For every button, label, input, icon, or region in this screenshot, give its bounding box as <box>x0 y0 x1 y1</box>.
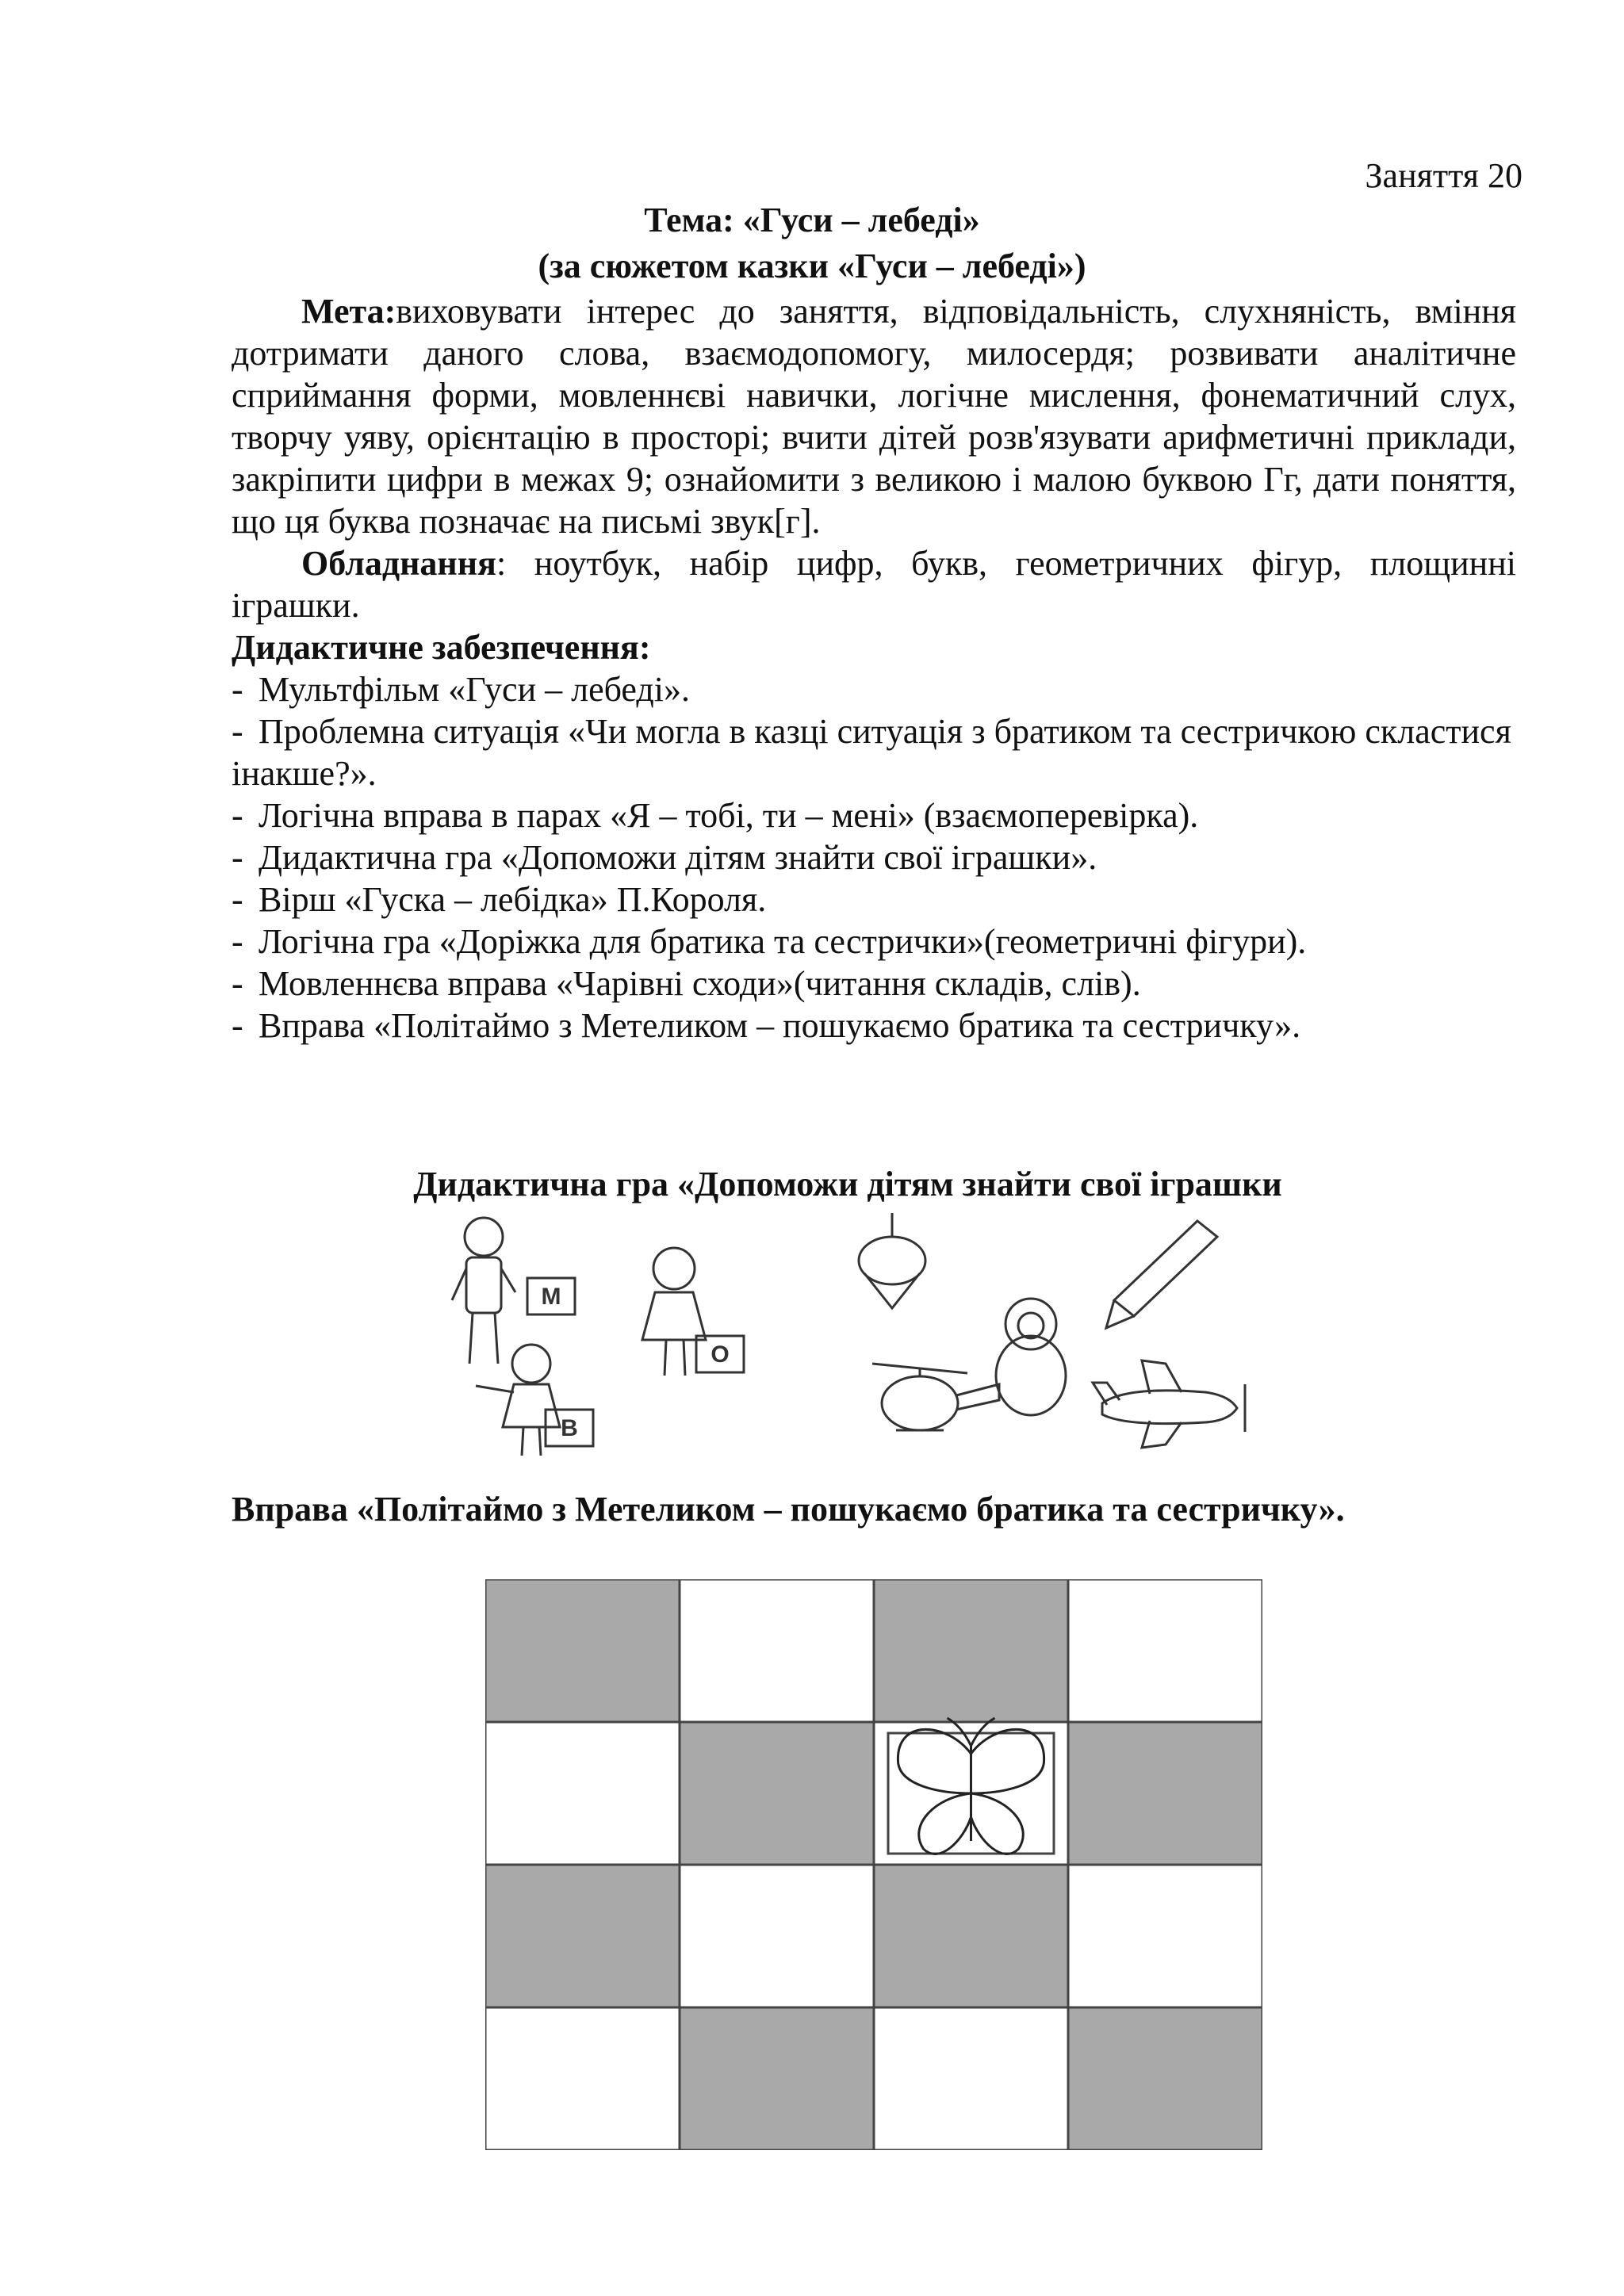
list-item: - Мовленнєва вправа «Чарівні сходи»(читання складів, слів). <box>232 964 1141 1003</box>
boy-figure <box>452 1218 515 1364</box>
list-item: - Дидактична гра «Допоможи дітям знайти свої іграшки». <box>232 838 1097 877</box>
list-item: - Вірш «Гуска – лебідка» П.Короля. <box>232 880 767 919</box>
grid-cell <box>874 1865 1068 2007</box>
game-heading: Дидактична гра «Допоможи дітям знайти свої іграшки <box>413 1165 1282 1203</box>
pencil-icon <box>1106 1221 1217 1328</box>
list-item: - Проблемна ситуація «Чи могла в казці ситуація з братиком та сестричкою скластися інакше?». <box>232 712 1511 793</box>
toys-illustration <box>444 1205 1316 1459</box>
didactic-list <box>232 668 1516 1047</box>
airplane-icon <box>1093 1360 1245 1448</box>
matryoshka-icon <box>996 1299 1066 1415</box>
exercise-heading: Вправа «Політаймо з Метеликом – пошукаємо братика та сестричку». <box>232 1490 1345 1529</box>
svg-text:В: В <box>561 1415 578 1441</box>
didactic-label: Дидактичне забезпечення: <box>232 628 651 667</box>
spinning-top-icon <box>859 1213 925 1308</box>
goal-paragraph <box>232 290 1516 542</box>
list-item: - Логічна вправа в парах «Я – тобі, ти – мені» (взаємоперевірка). <box>232 796 1199 835</box>
list-item: - Мультфільм «Гуси – лебеді». <box>232 670 690 709</box>
goal-text: виховувати інтерес до заняття, відповідальність, слухняність, вміння дотримати даного слова, взаємодопомогу, милосердя; розвивати аналітичне сприймання форми, мовленнєві навички, логічне мислення, фонематичний слух, творчу уяву, орієнтацію в просторі; вчити дітей розв'язувати арифметичні приклади, закріпити цифри в межах 9; ознайомити з великою і малою буквою Гг, дати поняття, що ця буква позначає на письмі звук[г]. <box>232 292 1516 541</box>
equipment-label: Обладнання <box>301 544 496 583</box>
equipment-paragraph <box>232 542 1516 626</box>
grid-cell <box>1068 1579 1262 1722</box>
letter-card <box>696 1336 744 1372</box>
letter-card <box>527 1278 575 1314</box>
helicopter-icon <box>872 1364 999 1430</box>
grid-cell <box>1068 1865 1262 2007</box>
svg-text:О: О <box>710 1341 730 1368</box>
grid-cell <box>485 1865 680 2007</box>
lesson-subtitle: (за сюжетом казки «Гуси – лебеді») <box>538 247 1086 285</box>
lesson-body <box>232 290 1516 1047</box>
lesson-number: Заняття 20 <box>1365 156 1522 195</box>
list-item: - Вправа «Політаймо з Метеликом – пошукаємо братика та сестричку». <box>232 1006 1301 1045</box>
girl-figure <box>476 1345 560 1456</box>
grid-cell <box>680 1579 874 1722</box>
grid-cell <box>874 1579 1068 1722</box>
grid-cell <box>680 1722 874 1865</box>
equipment-text: : ноутбук, набір цифр, букв, геометричних фігур, площинні іграшки. <box>232 544 1516 625</box>
svg-text:М: М <box>541 1284 561 1310</box>
grid-cell <box>485 2007 680 2150</box>
goal-label: Мета: <box>301 292 396 331</box>
lesson-title: Тема: «Гуси – лебеді» <box>644 201 980 239</box>
grid-cell <box>874 2007 1068 2150</box>
list-item: - Логічна гра «Доріжка для братика та сестрички»(геометричні фігури). <box>232 922 1307 961</box>
butterfly-grid <box>485 1579 1262 2150</box>
grid-cell <box>485 1579 680 1722</box>
grid-cell <box>680 1865 874 2007</box>
grid-cell <box>485 1722 680 1865</box>
grid-cell <box>680 2007 874 2150</box>
grid-cell <box>1068 1722 1262 1865</box>
grid-cell <box>1068 2007 1262 2150</box>
